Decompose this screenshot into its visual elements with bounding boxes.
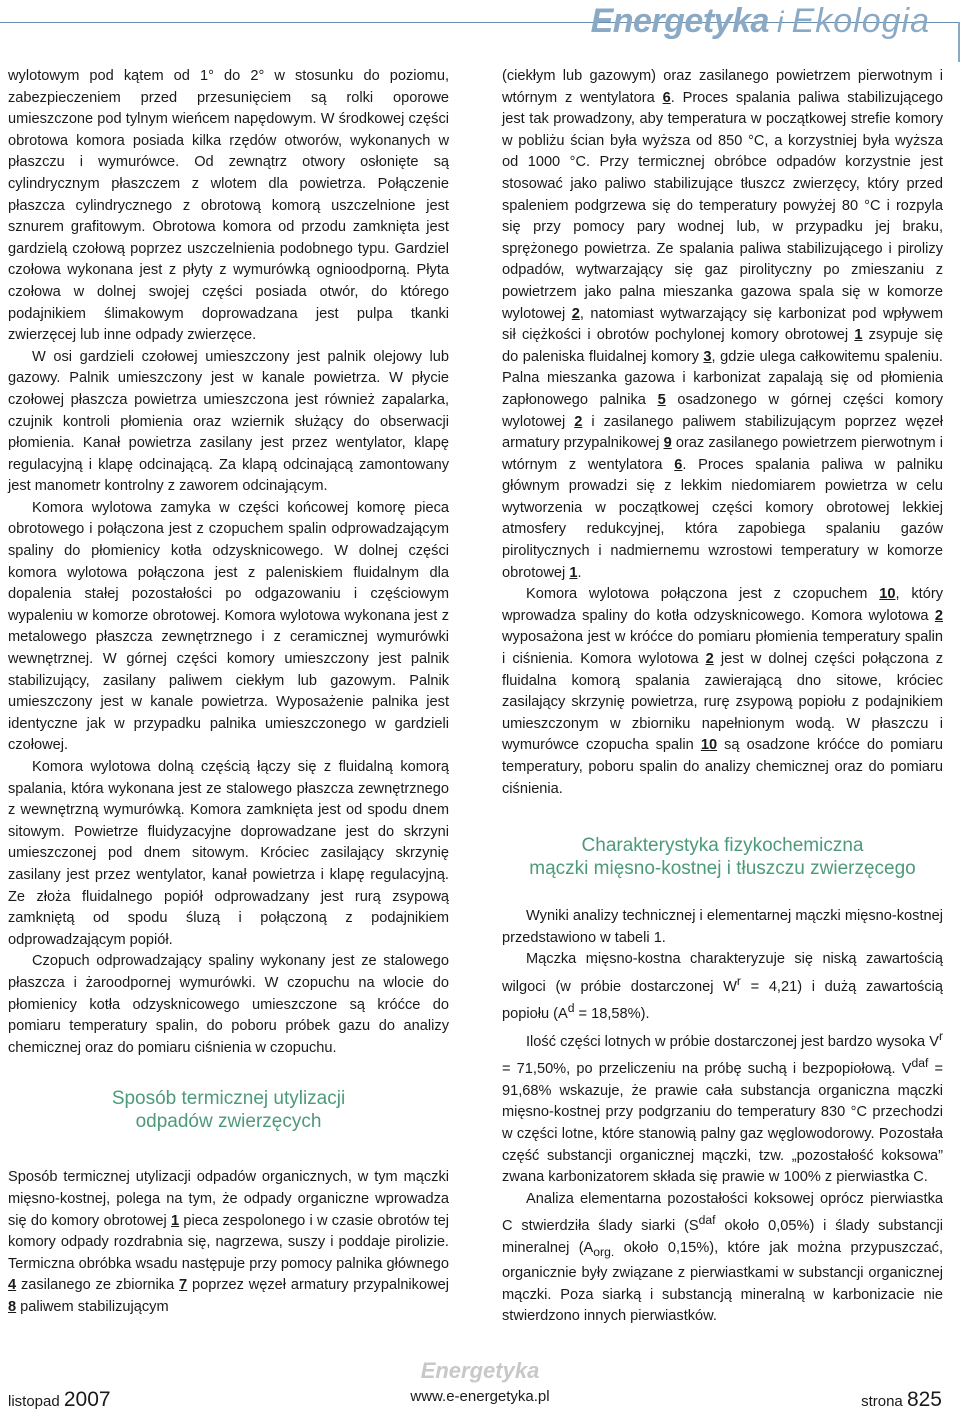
heading-line-1: Sposób termicznej utylizacji <box>111 1088 346 1110</box>
right-paragraph-1 <box>502 66 943 584</box>
text-run: = 18,58%). <box>574 1006 650 1023</box>
text-run: , który wprowadza spaliny do kotła odzysknicowego. Komora wylotowa <box>502 586 944 624</box>
left-paragraph-3: Komora wylotowa zamyka w części końcowej komorę pieca obrotowego i połączona jest z czopuchem spalin odprowadzającym spaliny do płomienicy kotła odzysknicowego. W dolnej części komora wylotowa połączona jest z paleniskiem fluidalnym dla dopalenia stałej pozostałości po odgazowaniu i częściowym wypaleniu w komorze obrotowej. Komora wylotowa wykonana jest z metalowego płaszcza zewnętrznego i z ceramicznej wymurówki wewnętrznej. W górnej części komory umieszczony jest palnik stabilizujący, zasilany paliwem ciekłym lub gazowym. Palnik umieszczony jest w kanale powietrza. Wyposażenie palnika jest identyczne jak w przypadku palnika umieszczonego w gardzieli czołowej. <box>8 499 449 754</box>
text-run: = 91,68% wskazuje, że prawie cała substancja organiczna mączki mięsno-kostnej przy podgrzaniu do temperatury 830 °C przechodzi w części lotne, które stanowią palny gaz węglowodorowy. Pozostała część substancji organicznej mączki, tzw. „pozostałość koksowa” zwana karbonizatorem składa się prawie w 100% z pierwiastka C. <box>502 1061 944 1186</box>
logo-energetyka: Energetyka <box>590 2 769 40</box>
text-run: poprzez węzeł armatury przypalnikowej <box>187 1277 449 1294</box>
superscript: r <box>736 973 741 988</box>
text-run: pieca zespolonego i w czasie obrotów tej komory odpady rozdrabnia się, nagrzewa, suszy i poddaje pirolizie. Termiczna obróbka wsadu następuje przy pomocy palnika głównego <box>8 1212 449 1272</box>
footer-url[interactable]: www.e-energetyka.pl <box>410 1388 550 1405</box>
ref-number: 2 <box>705 651 714 668</box>
ref-number: 4 <box>8 1277 17 1294</box>
superscript: daf <box>911 1056 929 1071</box>
section-heading-utilization <box>8 1087 449 1133</box>
ref-number: 1 <box>854 327 863 344</box>
issue-date <box>8 1388 111 1412</box>
footer-logo: Energetyka <box>420 1358 540 1383</box>
logo-i: i <box>776 6 784 39</box>
ref-number: 10 <box>700 737 718 754</box>
ref-number: 10 <box>879 586 896 603</box>
ref-number: 1 <box>171 1212 180 1229</box>
right-column <box>502 66 943 1328</box>
text-run: około 0,05%) i ślady substancji mineralnej (A <box>502 1218 943 1256</box>
ref-number: 2 <box>934 607 943 624</box>
text-run: są osadzone króćce do pomiaru temperatury, poboru spalin do analizy chemicznej oraz do pomiaru ciśnienia. <box>502 737 944 797</box>
text-run: , gdzie ulega całkowitemu spaleniu. Palna mieszanka gazowa i karbonizat zapalają się od płomienia zapłonowego palnika <box>502 348 943 408</box>
heading-line-1: Charakterystyka fizykochemiczna <box>581 835 864 857</box>
text-run: Mączka mięsno-kostna charakteryzuje się niską zawartością wilgoci (w próbie dostarczonej W <box>502 951 943 995</box>
ref-number: 7 <box>179 1277 188 1294</box>
text-run: zasilanego ze zbiornika <box>16 1277 180 1294</box>
text-run: paliwem stabilizującym <box>16 1298 169 1315</box>
text-run: zsypuje się do paleniska fluidalnej komory <box>502 327 943 365</box>
text-run: , natomiast wytwarzający się karbonizat pod wpływem sił ciężkości i obrotów pochylonej komory obrotowej <box>502 305 943 344</box>
left-paragraph-4: Komora wylotowa dolną częścią łączy się z fluidalną komorą spalania, która wykonana jest ze stalowego płaszcza zewnętrznego z wewnętrzną wymurówką. Komora zamknięta jest od spodu dnem sitowym. Powietrze fluidyzacyjne doprowadzane jest do skrzyni umieszczonej pod dnem sitowym. Króciec zasilający skrzynię zasilany jest przez wentylator, kanał powietrza i klapę regulacyjną. Ze złoża fluidalnego popiół odprowadzany jest rurą zsypową zamkniętą od spodu śluzą i połączoną z podajnikiem odprowadzającym popiół. <box>8 759 449 948</box>
magazine-logo <box>591 2 930 42</box>
text-run: Sposób termicznej utylizacji odpadów organicznych, w tym mączki mięsno-kostnej, polega na tym, że odpady organiczne wprowadza się do komory obrotowej <box>8 1169 449 1229</box>
text-run: = 4,21) i dużą zawartością popiołu (A <box>502 978 943 1023</box>
text-run: jest w dolnej części połączona z fluidalna komorą spalania zawierającą dno sitowe, króciec zasilający skrzynię powietrza, rurę zsypową popiołu z podajnikiem umieszczonym w zbiorniku napełnionym wodą. W płaszczu i wymurówce czopucha spalin <box>502 651 943 754</box>
ref-number: 3 <box>703 348 712 365</box>
text-run: wyposażona jest w króćce do pomiaru płomienia temperatury spalin i ciśnienia. Komora wylotowa <box>502 629 943 668</box>
header-corner <box>944 22 960 62</box>
ref-number: 6 <box>674 456 683 473</box>
ref-number: 5 <box>657 391 666 408</box>
right-paragraph-3: Wyniki analizy technicznej i elementarnej mączki mięsno-kostnej przedstawiono w tabeli 1. <box>502 908 943 946</box>
text-run: osadzonego w górnej części komory wylotowej <box>502 391 943 430</box>
text-run: i zasilanego paliwem stabilizującym poprzez węzeł armatury przypalnikowej <box>502 413 943 452</box>
ref-number: 1 <box>569 564 578 581</box>
logo-ekologia: Ekologia <box>791 2 930 40</box>
ref-number: 2 <box>574 413 583 430</box>
ref-number: 6 <box>662 89 671 106</box>
subscript: org. <box>593 1244 615 1259</box>
text-run: Analiza elementarna pozostałości koksowej oprócz pierwiastka C stwierdziła ślady siarki (S <box>502 1190 943 1235</box>
right-paragraph-2 <box>502 584 943 800</box>
text-run: . <box>577 564 582 581</box>
superscript: d <box>567 1001 575 1016</box>
page-number: 825 <box>906 1388 942 1411</box>
page-header <box>0 0 960 70</box>
superscript: daf <box>698 1213 716 1228</box>
left-paragraph-2: W osi gardzieli czołowej umieszczony jest palnik olejowy lub gazowy. Palnik umieszczony jest w kanale powietrza. W płycie czołowej płaszcza powietrza umieszczona jest również zapalarka, czujnik kontroli płomienia oraz wziernik służący do obserwacji płomienia. Kanał powietrza zasilany jest przez wentylator, klapę regulacyjną i klapę odcinającą. Za klapą odcinającą zamontowany jest manometr kontrolny z zaworem odcinającym. <box>8 348 449 495</box>
superscript: r <box>938 1028 943 1043</box>
text-run: (ciekłym lub gazowym) oraz zasilanego powietrzem pierwotnym i wtórnym z wentylatora <box>502 68 943 106</box>
page-footer <box>0 1350 960 1414</box>
left-paragraph-5: Czopuch odprowadzający spaliny wykonany jest ze stalowego płaszcza i żaroodpornej wymurówki. W czopuchu na wlocie do płomienicy kotła odzysknicowego umieszczone są króćce do pomiaru temperatury spalin, do poboru próbek gazu do analizy chemicznej oraz do pomiaru ciśnienia w czopuchu. <box>8 953 449 1056</box>
right-paragraph-6 <box>502 1189 943 1328</box>
left-paragraph-6 <box>8 1167 449 1318</box>
section-heading-characteristics <box>502 834 943 880</box>
text-run: = 71,50%, po przeliczeniu na próbę suchą i bezpopiołową. V <box>502 1061 912 1078</box>
text-run: . Proces spalania paliwa stabilizującego jest tak prowadzony, aby temperatura w początkowej strefie komory w pobliżu ścian była wyższa od 850 °C, a korzystniej była wyższa od 1000 °C. Przy termicznej obróbce odpadów korzystnie jest stosować jako paliwo stabilizujące tłuszcz zwierzęcy, który przed spaleniem podgrzewa się do temperatury powyżej 80 °C i rozpyla się przy pomocy pary wodnej lub, w przypadku jej braku, sprężonego powietrza. Ze spalania paliwa stabilizującego i pirolizy odpadów, wytwarzający się gaz pirolityczny po zmieszaniu z powietrzem jako palna mieszanka gazowa spala się w komorze wylotowej <box>502 89 943 322</box>
heading-line-2: odpadów zwierzęcych <box>135 1111 322 1133</box>
text-run: oraz zasilanego powietrzem pierwotnym i wtórnym z wentylatora <box>502 435 943 473</box>
page-number-block <box>861 1388 942 1412</box>
text-run: Ilość części lotnych w próbie dostarczonej jest bardzo wysoka V <box>526 1033 939 1050</box>
right-paragraph-5 <box>502 1026 943 1189</box>
ref-number: 2 <box>571 305 580 322</box>
page-label: strona <box>861 1393 903 1410</box>
text-run: Komora wylotowa połączona jest z czopuchem <box>526 586 880 603</box>
issue-month: listopad <box>8 1393 60 1410</box>
issue-year: 2007 <box>63 1388 111 1411</box>
left-paragraph-1: wylotowym pod kątem od 1° do 2° w stosunku do poziomu, zabezpieczeniem przed przesunięciem są rolki oporowe umieszczone pod tylnym wieńcem napędowym. W środkowej części obrotowa komora posiada kilka rzędów otworów, wykonanych w płaszczu i wymurówce. Od zewnątrz otwory osłonięte są cylindrycznym płaszczem z wlotem dla powietrza. Połączenie płaszcza cylindrycznego z obrotową komorą uszczelnione jest sznurem grafitowym. Obrotowa komora od przodu zamknięta jest gardzielą czołową poprzez uszczelnienia podobnego typu. Gardziel czołowa wykonana jest z płyty z wymurówką ognioodporną. Płyta czołowa w dolnej swojej części posiada otwór, do którego podajnikiem ślimakowym doprowadzana jest pulpa tkanki zwierzęcej lub inne odpady zwierzęce. <box>8 68 449 344</box>
text-run: . Proces spalania paliwa w palniku głównym prowadzi się z lekkim niedomiarem powietrza w celu wytworzenia w początkowej części komory obrotowej lekkiej atmosfery redukcyjnej, która zapobiega spalaniu gazów pirolitycznych i nadmiernemu wzrostowi temperatury w komorze obrotowej <box>502 456 943 581</box>
right-paragraph-4 <box>502 949 943 1026</box>
ref-number: 9 <box>663 435 672 452</box>
left-column <box>8 66 449 1318</box>
text-run: około 0,15%), które jak można przypuszczać, organicznie były związane z pierwiastkami w substancji organicznej mączki. Poza siarką i substancją mineralną w karbonizacie nie stwierdzono innych pierwiastków. <box>502 1239 943 1325</box>
heading-line-2: mączki mięsno-kostnej i tłuszczu zwierzęcego <box>529 858 916 880</box>
ref-number: 8 <box>8 1298 17 1315</box>
